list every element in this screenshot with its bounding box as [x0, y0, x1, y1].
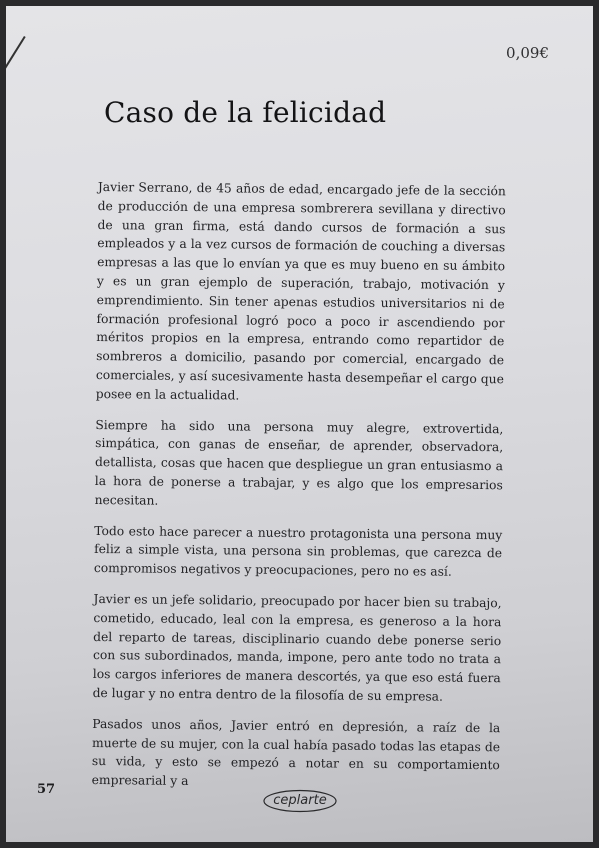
body-text: [91, 178, 506, 806]
publisher-logo: [262, 789, 338, 813]
pen-mark: [6, 36, 26, 74]
page-title: Caso de la felicidad: [104, 96, 387, 129]
book-page: [6, 6, 593, 842]
page-number: 57: [37, 782, 56, 797]
paragraph: Javier Serrano, de 45 años de edad, encargado jefe de la sección de producción de una empresa sombrerera sevillana y directivo de una gran firma, está dando cursos de formación a sus empleados y a la vez cursos de formación de couching a diversas empresas a las que lo envían ya que es muy bueno en su ámbito y es un gran ejemplo de superación, trabajo, motivación y emprendimiento. Sin tener apenas estudios universitarios ni de formación profesional logró poco a poco ir ascendiendo por méritos propios en la empresa, entrando como repartidor de sombreros a domicilio, pasando por comercial, encargado de comerciales, y así sucesivamente hasta desempeñar el cargo que posee en la actualidad.: [95, 179, 506, 403]
logo-text: ceplarte: [273, 793, 327, 808]
paragraph: Pasados unos años, Javier entró en depresión, a raíz de la muerte de su mujer, con la cual había pasado todas las etapas de su vida, y esto se empezó a notar en su comportamiento empresarial y a: [91, 716, 501, 789]
paragraph: Siempre ha sido una persona muy alegre, extrovertida, simpática, con ganas de enseñar, de aprender, observadora, detallista, cosas que hacen que despliegue un gran entusiasmo a la hora de ponerse a trabajar, y es algo que los empresarios necesitan.: [94, 417, 504, 508]
paragraph: Javier es un jefe solidario, preocupado por hacer bien su trabajo, cometido, educado, leal con la empresa, es generoso a la hora del reparto de tareas, disciplinario cuando debe ponerse serio con sus subordinados, manda, impone, pero ante todo no trata a los cargos inferiores de manera descortés, ya que eso está fuera de lugar y no entra dentro de la filosofía de su empresa.: [92, 591, 502, 704]
price-label: 0,09€: [506, 44, 549, 62]
paragraph: Todo esto hace parecer a nuestro protagonista una persona muy feliz a simple vista, una persona sin problemas, que carezca de compromisos negativos y preocupaciones, pero no es así.: [93, 523, 503, 579]
